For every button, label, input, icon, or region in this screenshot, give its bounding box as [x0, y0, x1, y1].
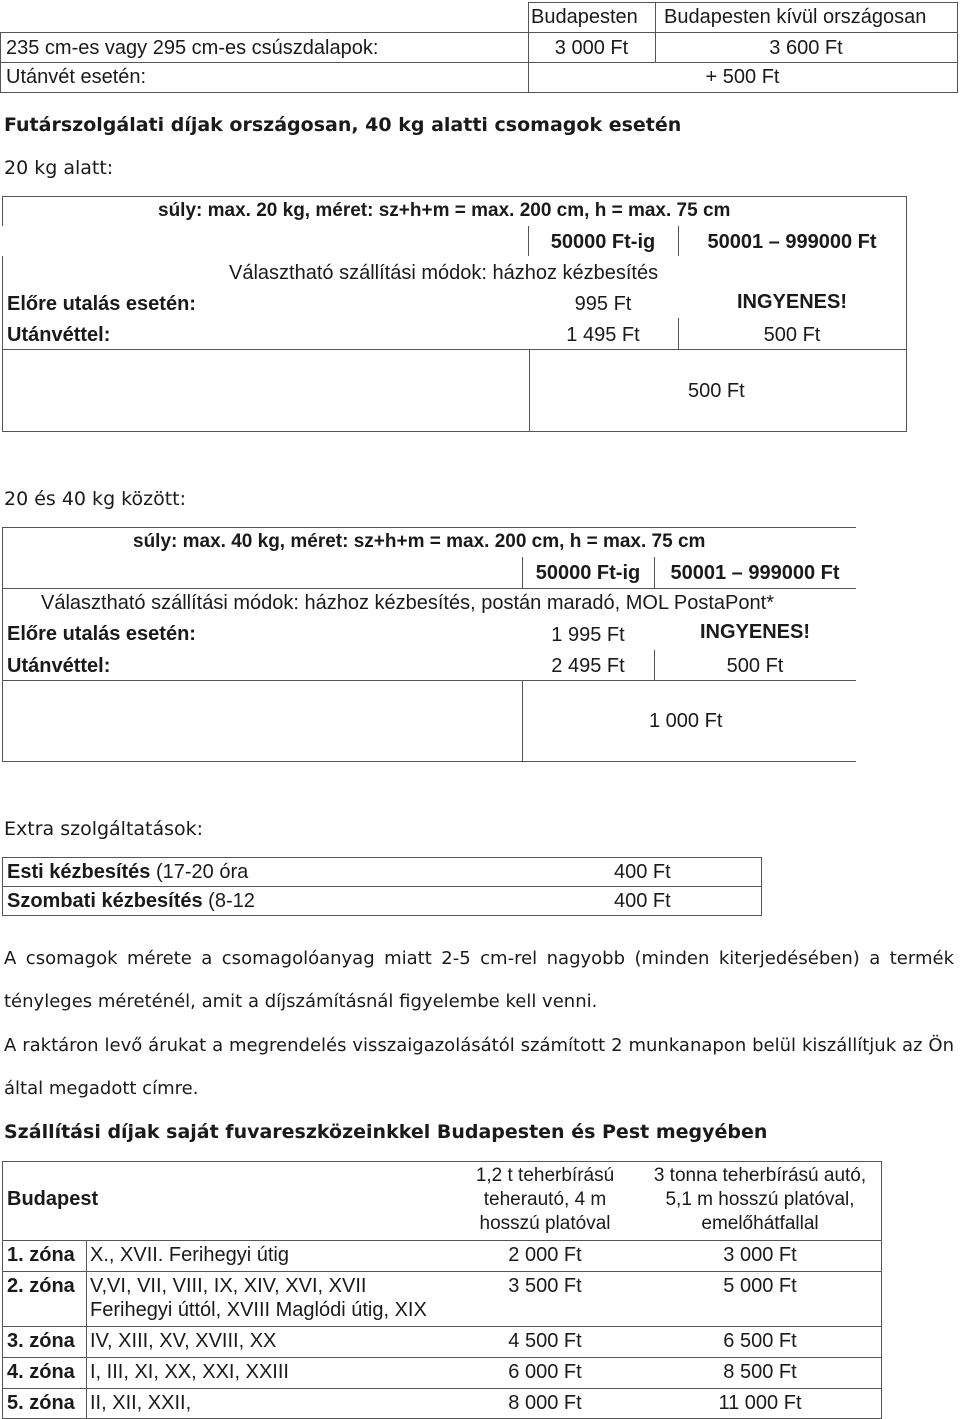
courier-heading: Futárszolgálati díjak országosan, 40 kg alatti csomagok esetén	[4, 114, 682, 136]
under20-prepay-low: 995 Ft	[574, 293, 632, 315]
extras-heading: Extra szolgáltatások:	[4, 818, 204, 840]
between20-40-prepay-high: INGYENES!	[699, 621, 811, 643]
zone-4-districts: I, III, XI, XX, XXI, XXIII	[90, 1361, 289, 1383]
vehicle-small-header: 1,2 t teherbírású teherautó, 4 m hosszú platóval	[475, 1165, 615, 1234]
zone-2-price-large: 5 000 Ft	[723, 1275, 797, 1297]
under20-prepay-label: Előre utalás esetén:	[7, 293, 196, 315]
zone-2-price-small: 3 500 Ft	[508, 1275, 582, 1297]
between20-40-limits: súly: max. 40 kg, méret: sz+h+m = max. 200 cm, h = max. 75 cm	[133, 531, 706, 552]
own-transport-heading: Szállítási díjak saját fuvareszközeinkkel Budapesten és Pest megyében	[4, 1121, 768, 1143]
saturday-delivery-price: 400 Ft	[614, 890, 671, 912]
evening-delivery: Esti kézbesítés (17-20 óra	[7, 861, 249, 883]
between20-40-cod-high: 500 Ft	[726, 655, 784, 677]
under20-cod-high: 500 Ft	[763, 324, 821, 346]
zone-3-label: 3. zóna	[7, 1330, 75, 1352]
between20-40-methods: Választható szállítási módok: házhoz kézbesítés, postán maradó, MOL PostaPont*	[41, 592, 774, 614]
under20-cod-low: 1 495 Ft	[566, 324, 640, 346]
under20-cod-label: Utánvéttel:	[7, 324, 111, 346]
under20-col-high: 50001 – 999000 Ft	[707, 231, 877, 253]
zone-1-price-large: 3 000 Ft	[723, 1244, 797, 1266]
under20-col-low: 50000 Ft-ig	[550, 231, 656, 253]
between20-40-prepay-low: 1 995 Ft	[551, 624, 625, 646]
evening-delivery-price: 400 Ft	[614, 861, 671, 883]
zone-3-districts: IV, XIII, XV, XVIII, XX	[90, 1330, 277, 1352]
city-label: Budapest	[7, 1188, 99, 1210]
zone-2-label: 2. zóna	[7, 1275, 75, 1297]
zone-4-price-large: 8 500 Ft	[723, 1361, 797, 1383]
zone-5-label: 5. zóna	[7, 1392, 75, 1414]
vehicle-large-header: 3 tonna teherbírású autó, 5,1 m hosszú platóval, emelőhátfallal	[653, 1165, 867, 1234]
column-header-budapest: Budapesten	[531, 6, 638, 28]
delivery-time-note: A raktáron levő árukat a megrendelés visszaigazolásától számított 2 munkanapon belül kiszállítjuk az Ön által megadott címre.	[4, 1035, 954, 1099]
under20-heading: 20 kg alatt:	[4, 157, 114, 179]
zone-1-price-small: 2 000 Ft	[508, 1244, 582, 1266]
under20-prepay-high: INGYENES!	[736, 291, 848, 313]
zone-5-price-large: 11 000 Ft	[718, 1392, 802, 1414]
cod-surcharge: + 500 Ft	[705, 66, 780, 88]
zone-3-price-large: 6 500 Ft	[723, 1330, 797, 1352]
row-label-cod: Utánvét esetén:	[6, 66, 147, 88]
between20-40-prepay-label: Előre utalás esetén:	[7, 623, 196, 645]
saturday-delivery: Szombati kézbesítés (8-12	[7, 890, 255, 912]
zone-3-price-small: 4 500 Ft	[508, 1330, 582, 1352]
row-label-slides: 235 cm-es vagy 295 cm-es csúszdalapok:	[6, 37, 379, 59]
under20-methods: Választható szállítási módok: házhoz kézbesítés	[229, 262, 659, 284]
column-header-outside-budapest: Budapesten kívül országosan	[664, 6, 927, 28]
zone-4-price-small: 6 000 Ft	[508, 1361, 582, 1383]
between20-40-cod-low: 2 495 Ft	[551, 655, 625, 677]
zone-1-districts: X., XVII. Ferihegyi útig	[90, 1244, 289, 1266]
between20-40-col-high: 50001 – 999000 Ft	[670, 562, 840, 584]
zone-2-districts: V,VI, VII, VIII, IX, XIV, XVI, XVII	[90, 1275, 367, 1297]
under20-extra-value: 500 Ft	[688, 380, 745, 402]
price-budapest: 3 000 Ft	[554, 37, 629, 59]
zone-2-districts-cont: Ferihegyi úttól, XVIII Maglódi útig, XIX	[90, 1299, 427, 1321]
package-size-note: A csomagok mérete a csomagolóanyag miatt 2-5 cm-rel nagyobb (minden kiterjedésében) a termék tényleges méreténél, amit a díjszámításnál figyelembe kell venni.	[4, 948, 954, 1012]
between20-40-col-low: 50000 Ft-ig	[535, 562, 641, 584]
zone-5-districts: II, XII, XXII,	[90, 1392, 192, 1414]
between20-40-cod-label: Utánvéttel:	[7, 655, 111, 677]
zone-4-label: 4. zóna	[7, 1361, 75, 1383]
under20-limits: súly: max. 20 kg, méret: sz+h+m = max. 200 cm, h = max. 75 cm	[158, 200, 731, 221]
between20-40-extra-value: 1 000 Ft	[649, 710, 723, 732]
price-outside: 3 600 Ft	[769, 37, 843, 59]
zone-5-price-small: 8 000 Ft	[508, 1392, 582, 1414]
between20-40-heading: 20 és 40 kg között:	[4, 488, 187, 510]
zone-1-label: 1. zóna	[7, 1244, 75, 1266]
